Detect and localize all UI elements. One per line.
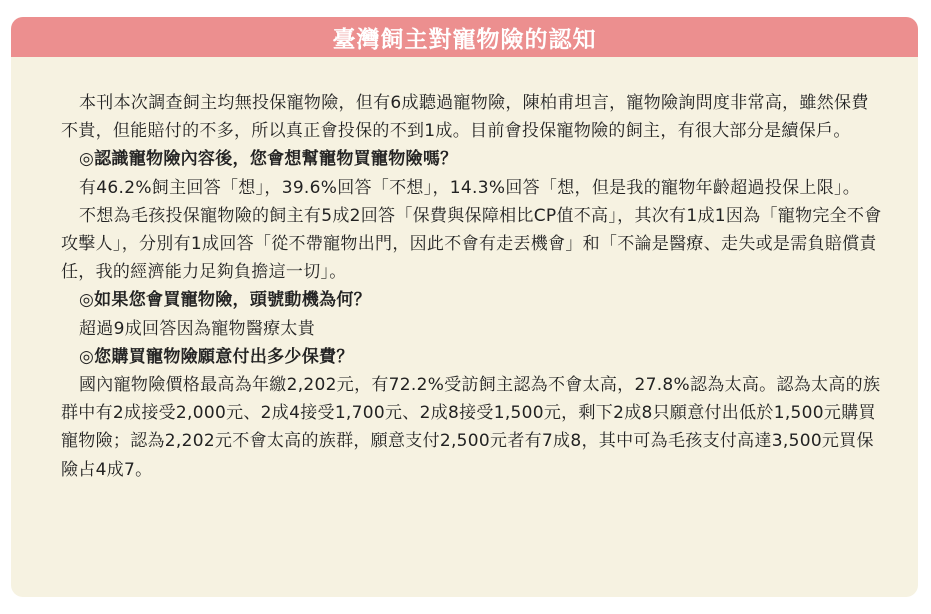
answer-1: 有46.2%飼主回答「想」，39.6%回答「不想」，14.3%回答「想，但是我的寵物年齡超過投保上限」。 xyxy=(79,177,861,198)
answer-3: 國內寵物險價格最高為年繳2,202元，有72.2%受訪飼主認為不會太高，27.8%認為太高。認為太高的族群中有2成接受2,000元、2成4接受1,700元、2成8接受1,500元，剩下2成8只願意付出低於1,500元購買寵物險；認為2,202元不會太高的族群，願意支付2,500元者有7成8，其中可為毛孩支付高達3,500元買保險占4成7。 xyxy=(61,375,881,480)
page-title: 臺灣飼主對寵物險的認知 xyxy=(332,26,597,53)
question-3: ◎您購買寵物險願意付出多少保費？ xyxy=(79,346,354,367)
article-body xyxy=(11,57,918,484)
article-panel xyxy=(11,17,918,597)
intro-paragraph: 本刊本次調查飼主均無投保寵物險，但有6成聽過寵物險，陳柏甫坦言，寵物險詢問度非常高，雖然保費不貴，但能賠付的不多，所以真正會投保的不到1成。目前會投保寵物險的飼主，有很大部分是續保戶。 xyxy=(61,93,869,142)
answer-1-detail: 不想為毛孩投保寵物險的飼主有5成2回答「保費與保障相比CP值不高」，其次有1成1因為「寵物完全不會攻擊人」，分別有1成回答「從不帶寵物出門，因此不會有走丟機會」和「不論是醫療、走失或是需負賠償責任，我的經濟能力足夠負擔這一切」。 xyxy=(61,205,882,283)
answer-2: 超過9成回答因為寵物醫療太貴 xyxy=(79,318,316,339)
header-banner xyxy=(11,17,918,57)
question-1: ◎認識寵物險內容後，您會想幫寵物買寵物險嗎？ xyxy=(79,149,458,170)
question-2: ◎如果您會買寵物險，頭號動機為何？ xyxy=(79,290,371,311)
